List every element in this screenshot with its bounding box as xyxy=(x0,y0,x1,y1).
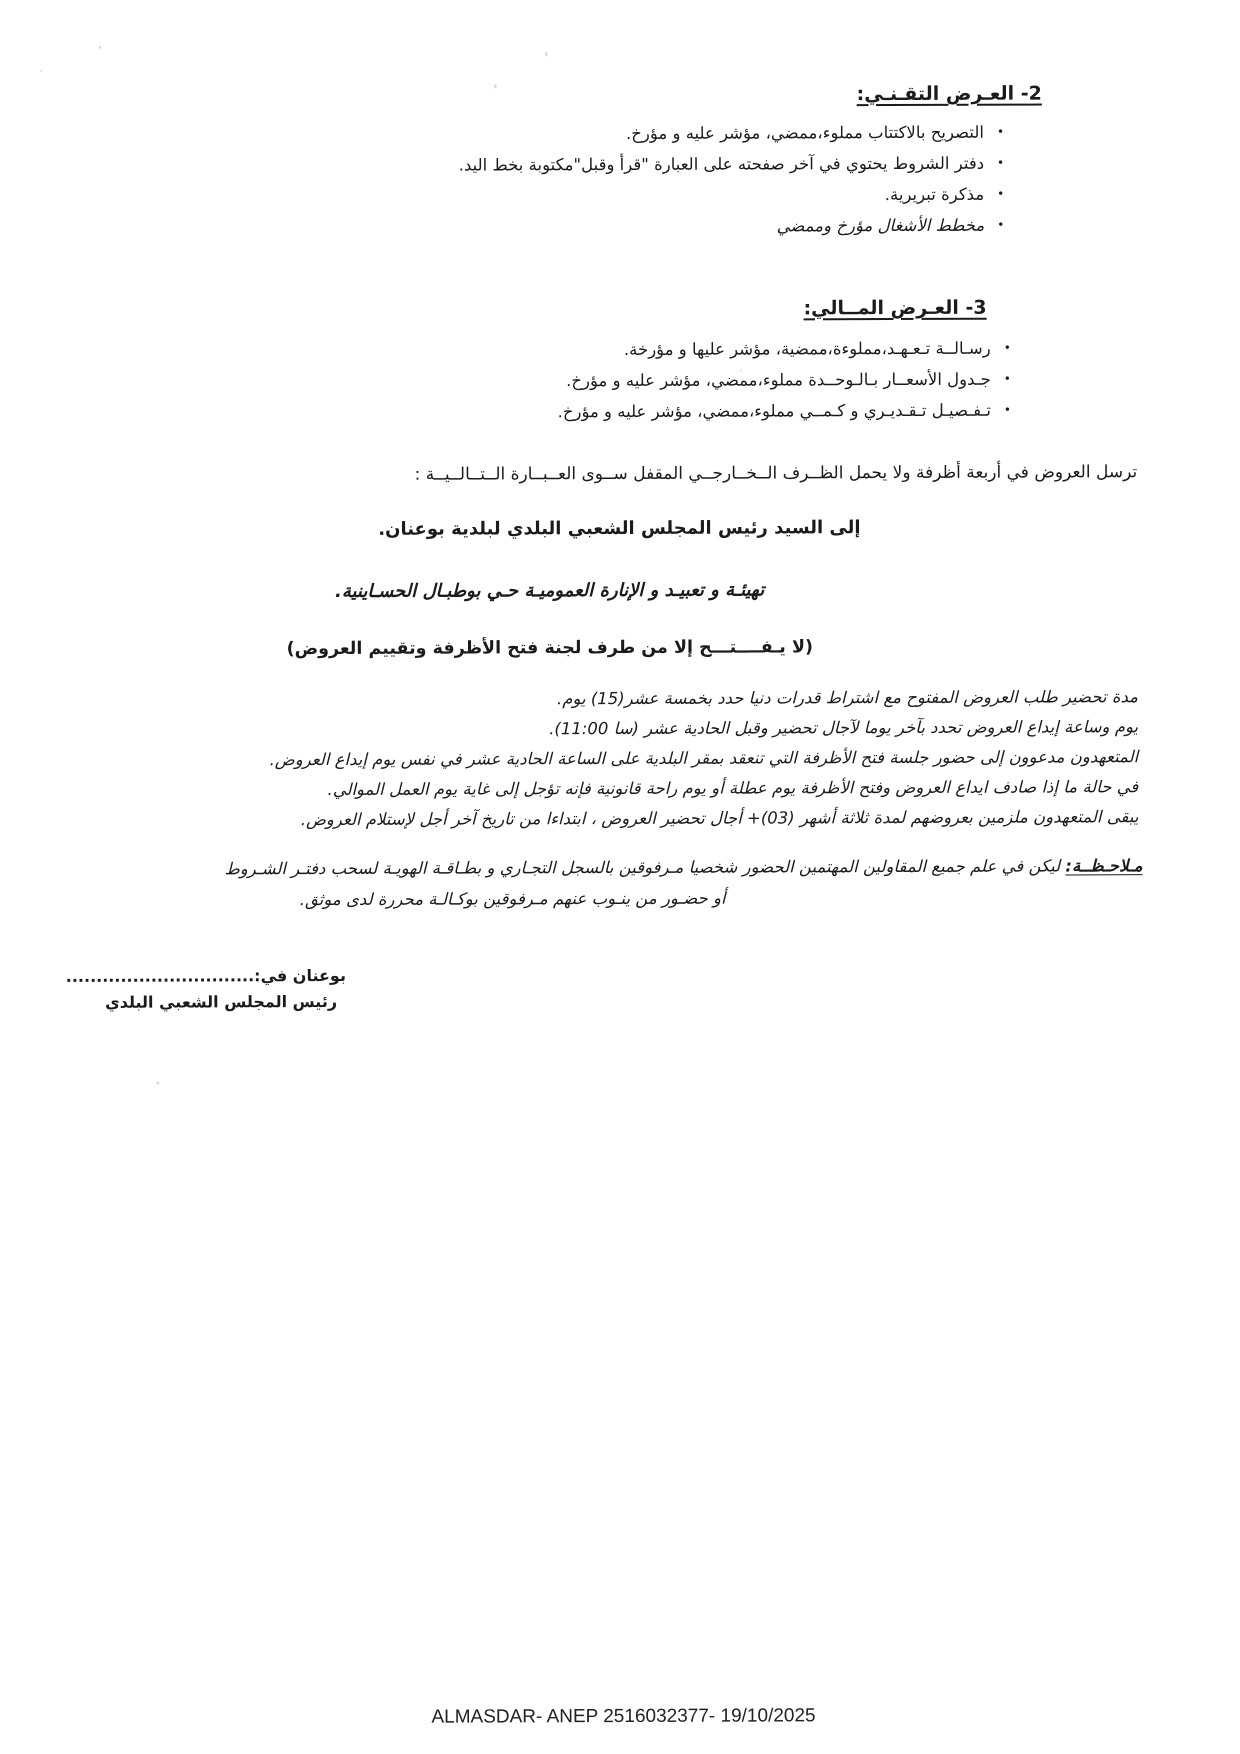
list-item xyxy=(557,364,1011,397)
technical-offer-list xyxy=(459,117,1005,243)
bullet-icon: • xyxy=(997,186,1005,201)
list-item-text: جـدول الأسعــار بـالـوحــدة مملوء،ممضي، مؤشر عليه و مؤرخ. xyxy=(566,369,991,391)
scan-speck xyxy=(156,1082,159,1085)
list-item xyxy=(459,148,1005,181)
list-item xyxy=(459,179,1005,212)
project-title-line: تهيئـة و تعبيـد و الإنارة العموميـة حـي بوطبـال الحسـاينية. xyxy=(334,579,765,602)
note-line-2: أو حضـور من ينـوب عنهم مـرفوقين بوكـالـة محررة لدى موثق. xyxy=(299,888,726,910)
scan-speck xyxy=(40,70,42,72)
anep-footer-reference: ALMASDAR- ANEP 2516032377- 19/10/2025 xyxy=(431,1705,816,1728)
bullet-icon: • xyxy=(997,155,1005,170)
envelope-address-line: إلى السيد رئيس المجلس الشعبي البلدي لبلدية بوعنان. xyxy=(378,517,861,540)
list-item-text: دفتر الشروط يحتوي في آخر صفحته على العبارة "قرأ وقبل"مكتوبة بخط اليد. xyxy=(458,153,985,175)
paragraph-deposit-day-time: يوم وساعة إيداع العروض تحدد بآخر يوما لآجال تحضير وقبل الحادية عشر (سا 11:00). xyxy=(549,717,1139,739)
financial-offer-list xyxy=(557,333,1011,428)
list-item xyxy=(557,333,1011,366)
scan-speck xyxy=(740,370,742,372)
bullet-icon: • xyxy=(996,124,1005,139)
list-item-text: مذكرة تبريرية. xyxy=(884,184,985,205)
bullet-icon: • xyxy=(1003,340,1011,355)
list-item xyxy=(459,210,1005,243)
conditions-paragraphs xyxy=(269,682,1138,835)
signature-block xyxy=(65,963,346,1016)
scan-speck xyxy=(494,84,497,88)
section-heading-financial-offer: 3- العـرض المــالي: xyxy=(803,296,987,320)
open-committee-only-line: (لا يـفــــتـــح إلا من طرف لجنة فتح الأظرفة وتقييم العروض) xyxy=(286,637,814,660)
list-item xyxy=(558,395,1012,428)
scan-speck xyxy=(99,46,102,49)
section-heading-technical-offer: 2- العـرض التقـنـي: xyxy=(856,82,1042,106)
list-item-text: التصريح بالاكتتاب مملوء،ممضي، مؤشر عليه و مؤرخ. xyxy=(625,122,984,143)
bullet-icon: • xyxy=(1003,402,1012,417)
note-text: ليكن في علم جميع المقاولين المهتمين الحضور شخصيا مـرفوقين بالسجل التجـاري و بطـاقـة الهويـة لسحب دفتـر الشـروط xyxy=(224,856,1066,879)
signature-place-date: بوعنان في:............................... xyxy=(65,965,346,986)
paragraph-preparation-period: مدة تحضير طلب العروض المفتوح مع اشتراط قدرات دنيا حدد بخمسة عشر(15) يوم. xyxy=(556,687,1139,709)
list-item-text: تـفـصيـل تـقـديـري و كـمــي مملوء،ممضي، مؤشر عليه و مؤرخ. xyxy=(557,400,991,422)
note-label: مـلاحـظــة: xyxy=(1065,856,1143,876)
signature-title: رئيس المجلس الشعبي البلدي xyxy=(105,991,338,1012)
envelope-instruction-paragraph: ترسل العروض في أربعة أظرفة ولا يحمل الظــرف الــخــارجــي المقفل ســوى العــبــارة الــتــالــيــة : xyxy=(414,462,1138,485)
list-item-text: مخطط الأشغال مؤرخ وممضي xyxy=(776,215,985,236)
list-item-text: رسـالــة تـعـهـد،مملوءة،ممضية، مؤشر عليها و مؤرخة. xyxy=(623,338,991,359)
bullet-icon: • xyxy=(997,217,1005,232)
bullet-icon: • xyxy=(1003,371,1011,386)
list-item xyxy=(459,117,1005,150)
paragraph-offer-validity: يبقى المتعهدون ملزمين بعروضهم لمدة ثلاثة أشهر (03)+ أجال تحضير العروض ، ابتداءا من تاريخ آخر أجل لإستلام العروض. xyxy=(300,807,1139,830)
note-line-1 xyxy=(224,856,1142,878)
paragraph-holiday-postponement: في حالة ما إذا صادف ايداع العروض وفتح الأظرفة يوم عطلة أو يوم راحة قانونية فإنه تؤجل إلى غاية يوم العمل الموالي. xyxy=(327,777,1139,800)
scan-speck xyxy=(545,52,548,56)
paragraph-opening-session: المتعهدون مدعوون إلى حضور جلسة فتح الأظرفة التي تنعقد بمقر البلدية على الساعة الحادية عشر في نفس يوم إيداع العروض. xyxy=(269,747,1139,770)
